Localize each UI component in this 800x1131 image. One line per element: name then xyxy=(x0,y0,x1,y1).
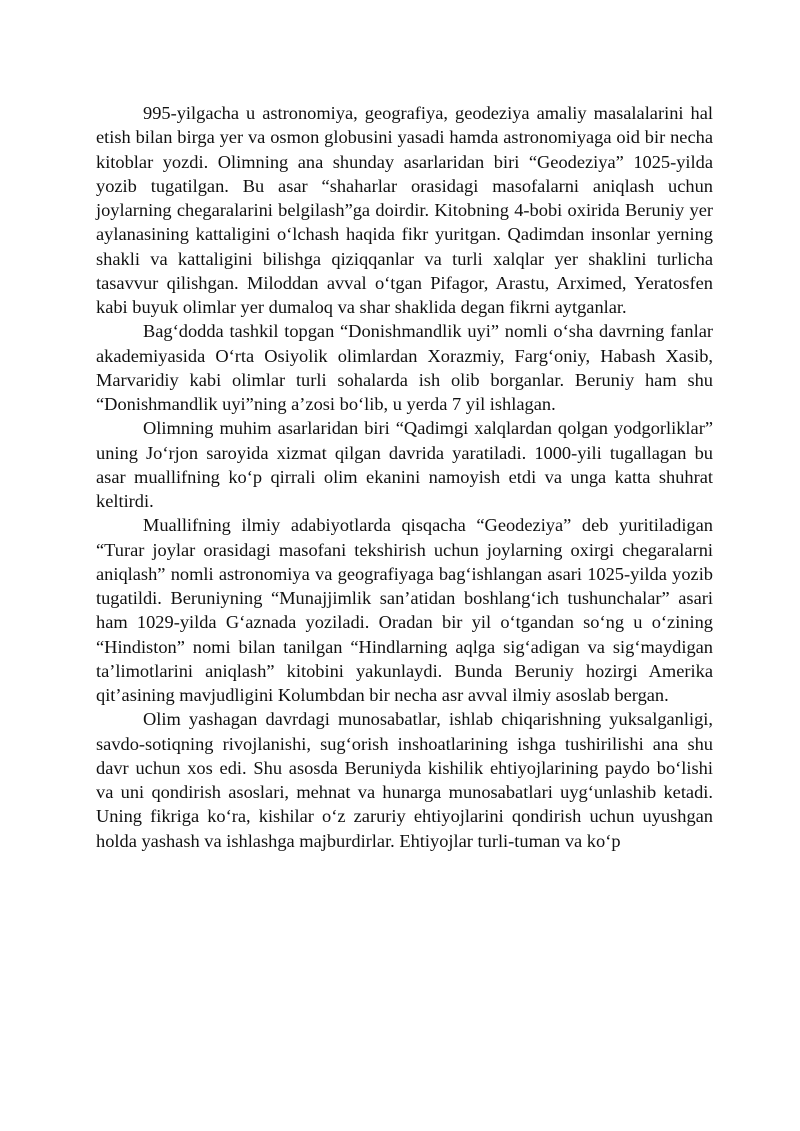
paragraph-4: Muallifning ilmiy adabiyotlarda qisqacha “Geodeziya” deb yuritiladigan “Turar joylar orasidagi masofani tekshirish uchun joylarning oxirgi chegaralarni aniqlash” nomli astronomiya va geografiyaga bag‘ishlangan asari 1025-yilda yozib tugatildi. Beruniyning “Munajjimlik san’atidan boshlang‘ich tushunchalar” asari ham 1029-yilda G‘aznada yoziladi. Oradan bir yil o‘tgandan so‘ng u o‘zining “Hindiston” nomi bilan tanilgan “Hindlarning aqlga sig‘adigan va sig‘maydigan ta’limotlarini aniqlash” kitobini yakunlaydi. Bunda Beruniy hozirgi Amerika qit’asining mavjudligini Kolumbdan bir necha asr avval ilmiy asoslab bergan. xyxy=(96,515,713,705)
document-page xyxy=(96,101,713,853)
paragraph-1: 995-yilgacha u astronomiya, geografiya, geodeziya amaliy masalalarini hal etish bilan birga yer va osmon globusini yasadi hamda astronomiyaga oid bir necha kitoblar yozdi. Olimning ana shunday asarlaridan biri “Geodeziya” 1025-yilda yozib tugatilgan. Bu asar “shaharlar orasidagi masofalarni aniqlash uchun joylarning chegaralarini belgilash”ga doirdir. Kitobning 4-bobi oxirida Beruniy yer aylanasining kattaligini o‘lchash haqida fikr yuritgan. Qadimdan insonlar yerning shakli va kattaligini bilishga qiziqqanlar va turli xalqlar yer shaklini turlicha tasavvur qilishgan. Miloddan avval o‘tgan Pifagor, Arastu, Arximed, Yeratosfen kabi buyuk olimlar yer dumaloq va shar shaklida degan fikrni aytganlar. xyxy=(96,103,713,317)
paragraph-3: Olimning muhim asarlaridan biri “Qadimgi xalqlardan qolgan yodgorliklar” uning Jo‘rjon saroyida xizmat qilgan davrida yaratiladi. 1000-yili tugallagan bu asar muallifning ko‘p qirrali olim ekanini namoyish etdi va unga katta shuhrat keltirdi. xyxy=(96,418,713,511)
paragraph-5: Olim yashagan davrdagi munosabatlar, ishlab chiqarishning yuksalganligi, savdo-sotiqning rivojlanishi, sug‘orish inshoatlarining ishga tushirilishi ana shu davr uchun xos edi. Shu asosda Beruniyda kishilik ehtiyojlarining paydo bo‘lishi va uni qondirish asoslari, mehnat va hunarga munosabatlari uyg‘unlashib ketadi. Uning fikriga ko‘ra, kishilar o‘z zaruriy ehtiyojlarini qondirish uchun uyushgan holda yashash va ishlashga majburdirlar. Ehtiyojlar turli-tuman va ko‘p xyxy=(96,709,713,851)
paragraph-2: Bag‘dodda tashkil topgan “Donishmandlik uyi” nomli o‘sha davrning fanlar akademiyasida O‘rta Osiyolik olimlardan Xorazmiy, Farg‘oniy, Habash Xasib, Marvaridiy kabi olimlar turli sohalarda ish olib borganlar. Beruniy ham shu “Donishmandlik uyi”ning a’zosi bo‘lib, u yerda 7 yil ishlagan. xyxy=(96,321,713,414)
